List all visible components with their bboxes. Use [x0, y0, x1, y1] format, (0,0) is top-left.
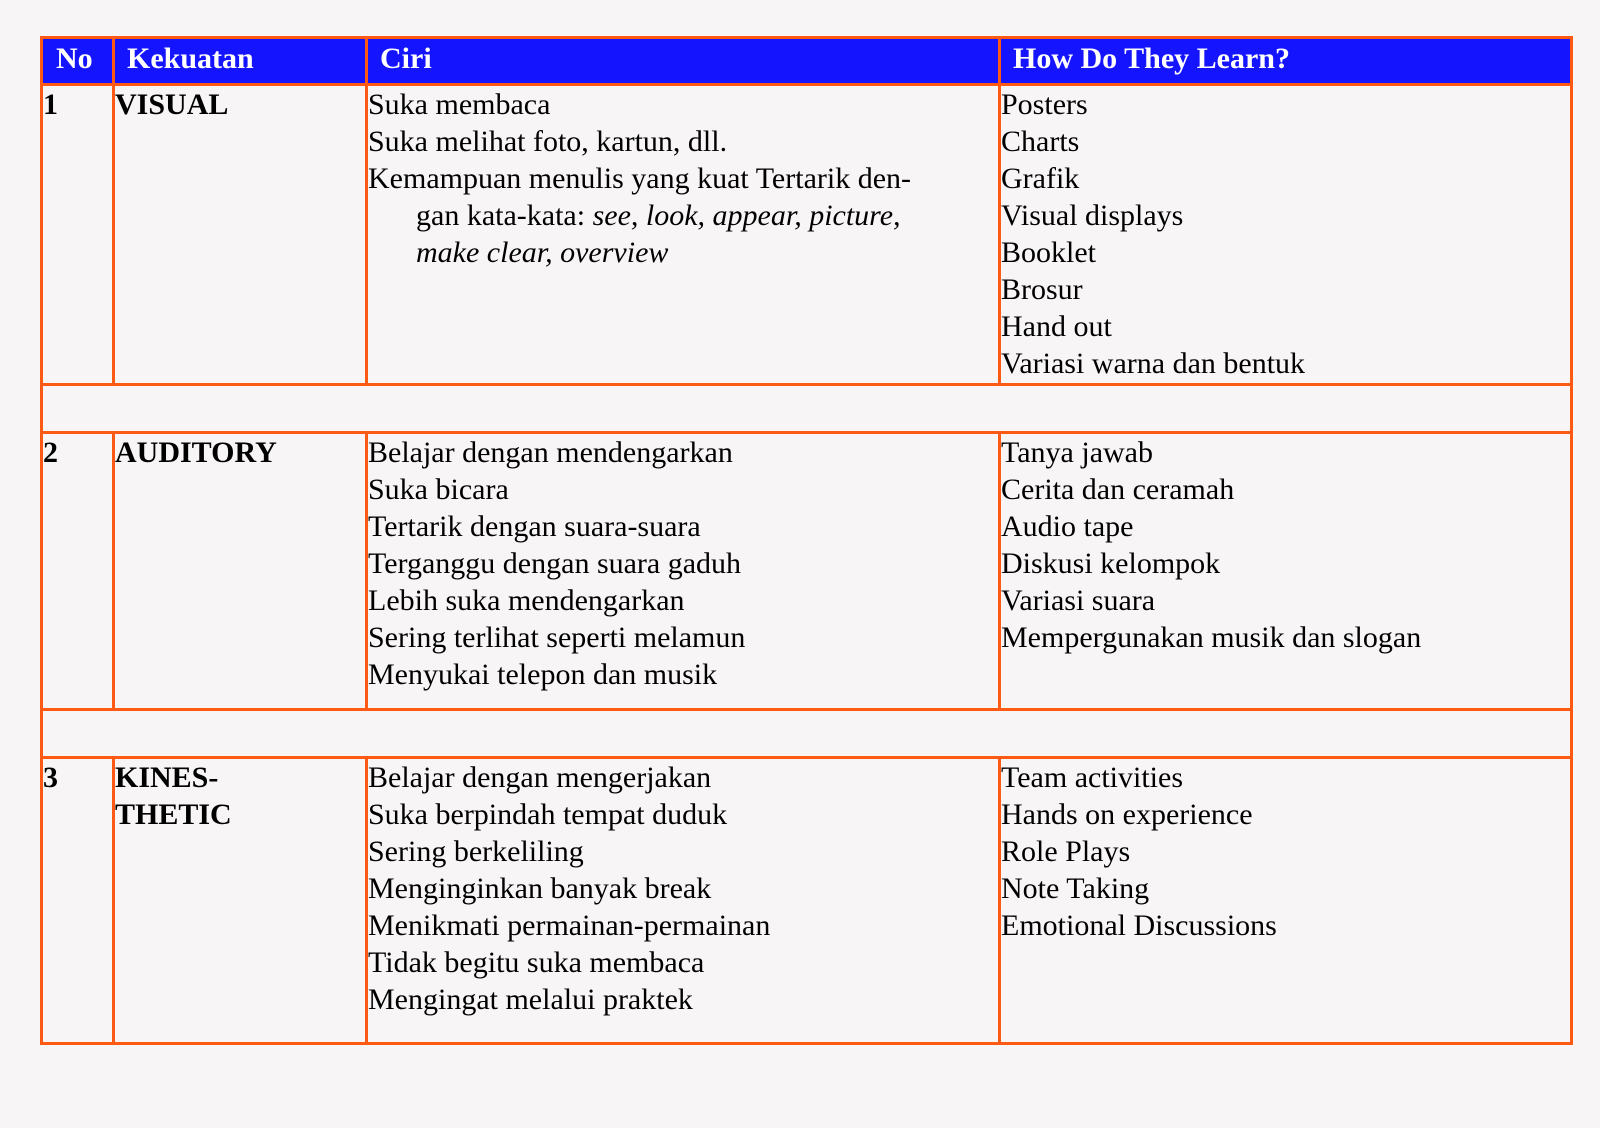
- spacer-row: [42, 385, 1572, 433]
- header-no: No: [42, 38, 114, 85]
- ciri-item: Belajar dengan mengerjakan: [368, 761, 712, 794]
- header-how-do-they-learn: How Do They Learn?: [1000, 38, 1572, 85]
- table-header-row: [42, 38, 1572, 85]
- kekuatan-label: KINES-: [115, 761, 219, 794]
- ciri-item: Suka bicara: [368, 473, 509, 506]
- ciri-cell: [367, 758, 1000, 1044]
- table-row-kinesthetic: [42, 758, 1572, 1044]
- table-row-auditory: [42, 433, 1572, 710]
- how-item: Mempergunakan musik dan slogan: [1001, 621, 1422, 654]
- how-item: Brosur: [1001, 273, 1083, 306]
- ciri-item: Tidak begitu suka membaca: [368, 946, 705, 979]
- spacer-cell: [42, 385, 1572, 433]
- ciri-item: Suka membaca: [368, 88, 551, 121]
- ciri-cell: [367, 85, 1000, 385]
- how-cell: [1000, 758, 1572, 1044]
- how-item: Booklet: [1001, 236, 1096, 269]
- how-item: Variasi warna dan bentuk: [1001, 347, 1306, 380]
- ciri-item-continuation: [368, 197, 998, 234]
- ciri-cell: [367, 433, 1000, 710]
- ciri-item: Tertarik dengan suara-suara: [368, 510, 701, 543]
- ciri-item: Suka melihat foto, kartun, dll.: [368, 125, 728, 158]
- kekuatan-label: THETIC: [115, 798, 232, 831]
- how-item: Audio tape: [1001, 510, 1134, 543]
- row-number: 3: [42, 758, 114, 1044]
- kekuatan-cell: [114, 85, 367, 385]
- how-cell: [1000, 85, 1572, 385]
- kekuatan-label: AUDITORY: [115, 436, 277, 469]
- how-item: Grafik: [1001, 162, 1080, 195]
- header-ciri: Ciri: [367, 38, 1000, 85]
- ciri-item-text: gan kata-kata:: [416, 199, 593, 232]
- ciri-item: Terganggu dengan suara gaduh: [368, 547, 742, 580]
- learning-styles-table: [40, 36, 1573, 1045]
- kekuatan-cell: [114, 433, 367, 710]
- row-number: 1: [42, 85, 114, 385]
- spacer-row: [42, 710, 1572, 758]
- ciri-item: Lebih suka mendengarkan: [368, 584, 685, 617]
- ciri-item: Suka berpindah tempat duduk: [368, 798, 728, 831]
- how-item: Tanya jawab: [1001, 436, 1153, 469]
- how-item: Posters: [1001, 88, 1088, 121]
- how-item: Visual displays: [1001, 199, 1184, 232]
- spacer-cell: [42, 710, 1572, 758]
- how-item: Team activities: [1001, 761, 1183, 794]
- ciri-item: Sering berkeliling: [368, 835, 584, 868]
- ciri-item: Mengingat melalui praktek: [368, 983, 693, 1016]
- how-item: Charts: [1001, 125, 1080, 158]
- ciri-item: Menginginkan banyak break: [368, 872, 712, 905]
- ciri-item: Sering terlihat seperti melamun: [368, 621, 746, 654]
- table-row-visual: [42, 85, 1572, 385]
- how-item: Hands on experience: [1001, 798, 1253, 831]
- how-item: Note Taking: [1001, 872, 1150, 905]
- ciri-italic-words: see, look, appear, picture,: [592, 199, 901, 232]
- how-cell: [1000, 433, 1572, 710]
- kekuatan-cell: [114, 758, 367, 1044]
- ciri-item: Menyukai telepon dan musik: [368, 658, 718, 691]
- header-kekuatan: Kekuatan: [114, 38, 367, 85]
- how-item: Hand out: [1001, 310, 1112, 343]
- how-item: Emotional Discussions: [1001, 909, 1277, 942]
- how-item: Cerita dan ceramah: [1001, 473, 1235, 506]
- ciri-item: Kemampuan menulis yang kuat Tertarik den-: [368, 162, 912, 195]
- ciri-item: Menikmati permainan-permainan: [368, 909, 771, 942]
- kekuatan-label: VISUAL: [115, 88, 229, 121]
- how-item: Role Plays: [1001, 835, 1131, 868]
- ciri-italic-words: make clear, overview: [416, 236, 669, 269]
- row-number: 2: [42, 433, 114, 710]
- ciri-item: Belajar dengan mendengarkan: [368, 436, 733, 469]
- how-item: Diskusi kelompok: [1001, 547, 1221, 580]
- how-item: Variasi suara: [1001, 584, 1156, 617]
